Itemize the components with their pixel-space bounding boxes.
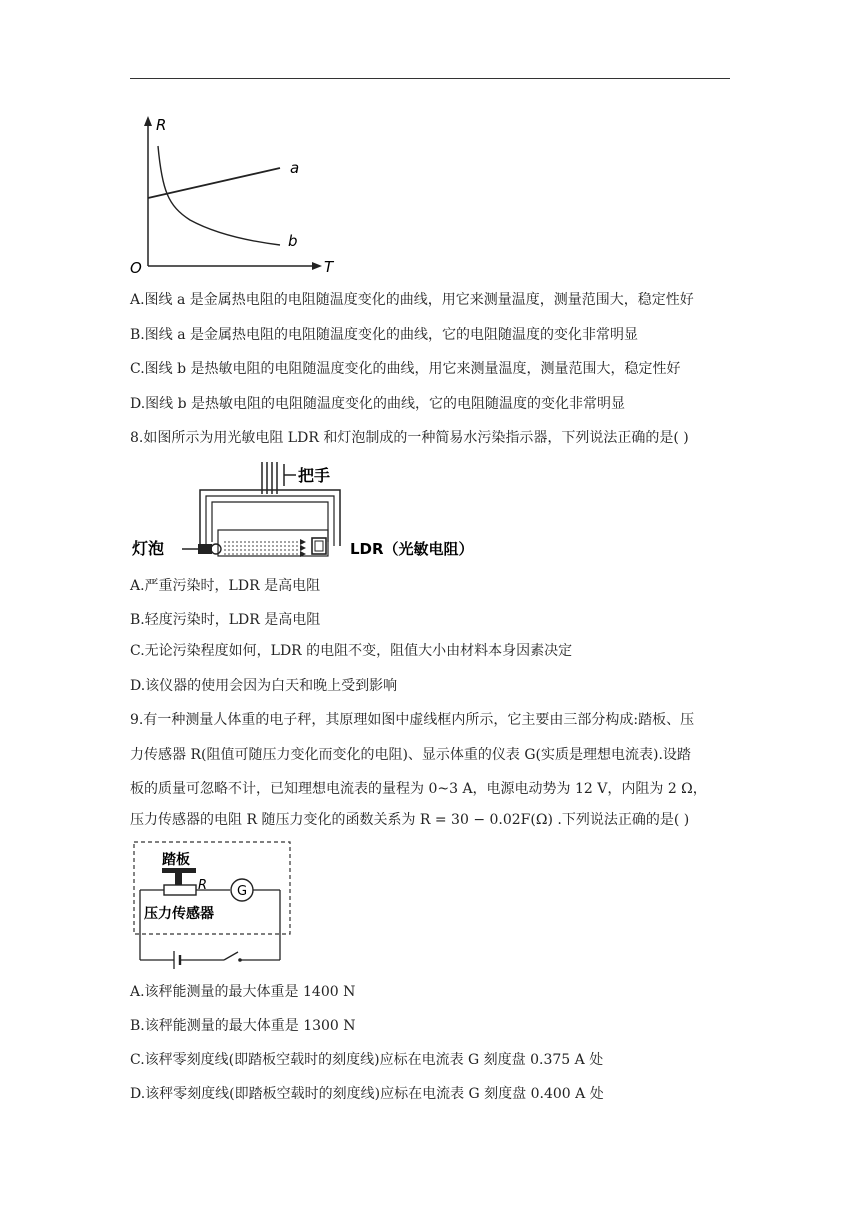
galvanometer-label: G: [237, 884, 248, 899]
q9-stem-line-1: 9.有一种测量人体重的电子秤，其原理如图中虚线框内所示，它主要由三部分构成:踏板、压: [130, 712, 695, 728]
q7-option-d: D.图线 b 是热敏电阻的电阻随温度变化的曲线，它的电阻随温度的变化非常明显: [130, 396, 626, 412]
q8-option-a: A.严重污染时，LDR 是高电阻: [130, 578, 321, 594]
q7-option-c: C.图线 b 是热敏电阻的电阻随温度变化的曲线，用它来测量温度，测量范围大，稳定性好: [130, 361, 681, 377]
q8-option-b: B.轻度污染时，LDR 是高电阻: [130, 612, 321, 628]
curve-b-label: b: [288, 232, 298, 250]
curve-a: [148, 168, 280, 198]
bulb-icon: [198, 544, 212, 554]
q8-option-d: D.该仪器的使用会因为白天和晚上受到影响: [130, 678, 398, 694]
q8-stem: 8.如图所示为用光敏电阻 LDR 和灯泡制成的一种简易水污染指示器，下列说法正确的是( ): [130, 430, 689, 446]
q9-option-b: B.该秤能测量的最大体重是 1300 N: [130, 1018, 356, 1034]
scale-circuit-figure: [130, 838, 300, 973]
q9-option-a: A.该秤能测量的最大体重是 1400 N: [130, 984, 356, 1000]
origin-label: O: [130, 259, 142, 277]
switch-icon: [224, 952, 238, 960]
q9-stem-line-3: 板的质量可忽略不计，已知理想电流表的量程为 0~3 A，电源电动势为 12 V，内阻为 2 Ω，: [130, 781, 707, 797]
q8-option-c: C.无论污染程度如何，LDR 的电阻不变，阻值大小由材料本身因素决定: [130, 643, 573, 659]
curve-a-label: a: [290, 159, 300, 177]
pedal-label: 踏板: [162, 852, 190, 868]
bulb-label: 灯泡: [132, 539, 165, 558]
q7-option-b: B.图线 a 是金属热电阻的电阻随温度变化的曲线，它的电阻随温度的变化非常明显: [130, 327, 638, 343]
resistor-label: R: [198, 878, 208, 893]
pollution-indicator-figure: [130, 458, 500, 568]
q9-option-c: C.该秤零刻度线(即踏板空载时的刻度线)应标在电流表 G 刻度盘 0.375 A 处: [130, 1052, 604, 1068]
resistor-icon: [164, 885, 196, 895]
pedal-icon: [162, 868, 196, 873]
q7-option-a: A.图线 a 是金属热电阻的电阻随温度变化的曲线，用它来测量温度，测量范围大，稳定性好: [130, 292, 694, 308]
sensor-label: 压力传感器: [144, 906, 214, 922]
r-t-graph: [130, 110, 350, 280]
header-rule: [130, 78, 730, 79]
x-axis-label: T: [324, 258, 334, 276]
curve-b: [158, 146, 280, 245]
q9-stem-line-4: 压力传感器的电阻 R 随压力变化的函数关系为 R = 30 − 0.02F(Ω) .下列说法正确的是( ): [130, 812, 690, 828]
q9-option-d: D.该秤零刻度线(即踏板空载时的刻度线)应标在电流表 G 刻度盘 0.400 A 处: [130, 1086, 604, 1102]
q9-stem-line-2: 力传感器 R(阻值可随压力变化而变化的电阻)、显示体重的仪表 G(实质是理想电流表).设踏: [130, 747, 691, 763]
ldr-icon: [312, 538, 326, 554]
x-axis-arrow: [312, 262, 322, 270]
handle-label: 把手: [298, 466, 331, 485]
ldr-label: LDR（光敏电阻）: [350, 540, 474, 558]
y-axis-label: R: [156, 116, 167, 134]
y-axis-arrow: [144, 116, 152, 126]
